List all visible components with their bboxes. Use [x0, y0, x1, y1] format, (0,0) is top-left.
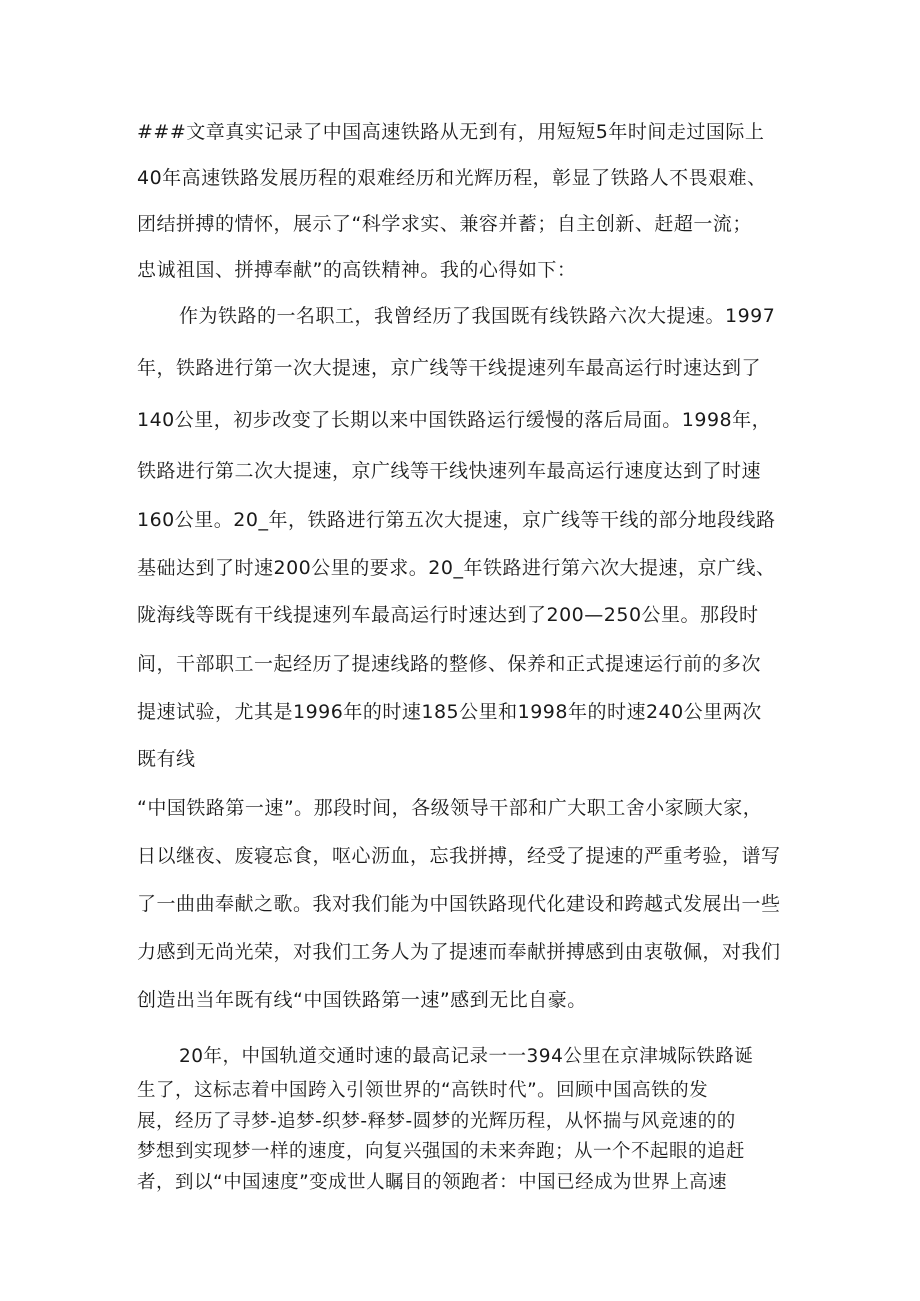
text-line: 陇海线等既有干线提速列车最高运行时速达到了200—250公里。那段时 [137, 604, 759, 626]
text-line: 40年高速铁路发展历程的艰难经历和光辉历程，彰显了铁路人不畏艰难、 [137, 167, 767, 189]
text-line: 基础达到了时速200公里的要求。20_年铁路进行第六次大提速，京广线、 [137, 557, 776, 579]
text-line: 者，到以“中国速度”变成世人瞩目的领跑者：中国已经成为世界上高速 [137, 1172, 728, 1193]
text-line: 忠诚祖国、拼搏奉献”的高铁精神。我的心得如下： [137, 259, 577, 281]
text-line: 提速试验，尤其是1996年的时速185公里和1998年的时速240公里两次 [137, 701, 762, 723]
text-line: 20年，中国轨道交通时速的最高记录一一394公里在京津城际铁路诞 [179, 1046, 754, 1067]
text-line: “中国铁路第一速”。那段时间，各级领导干部和广大职工舍小家顾大家， [137, 797, 763, 819]
text-line: 160公里。20_年，铁路进行第五次大提速，京广线等干线的部分地段线路 [137, 509, 776, 531]
text-line: 既有线 [137, 748, 196, 770]
text-line: 展，经历了寻梦-追梦-织梦-释梦-圆梦的光辉历程，从怀揣与风竞速的的 [137, 1111, 736, 1132]
text-line: 创造出当年既有线“中国铁路第一速”感到无比自豪。 [137, 989, 587, 1011]
text-line: 梦想到实现梦一样的速度，向复兴强国的未来奔跑；从一个不起眼的追赶 [137, 1141, 746, 1162]
text-line: 日以继夜、废寝忘食，呕心沥血，忘我拼搏，经受了提速的严重考验，谱写 [137, 845, 781, 867]
text-line: 生了，这标志着中国跨入引领世界的“高铁时代”。回顾中国高铁的发 [137, 1080, 709, 1101]
text-line: ###文章真实记录了中国高速铁路从无到有，用短短5年时间走过国际上 [137, 121, 765, 143]
text-line: 作为铁路的一名职工，我曾经历了我国既有线铁路六次大提速。1997 [179, 305, 776, 327]
text-line: 了一曲曲奉献之歌。我对我们能为中国铁路现代化建设和跨越式发展出一些 [137, 893, 781, 915]
text-line: 年，铁路进行第一次大提速，京广线等干线提速列车最高运行时速达到了 [137, 357, 762, 379]
text-line: 140公里，初步改变了长期以来中国铁路运行缓慢的落后局面。1998年， [137, 409, 772, 431]
text-line: 团结拼搏的情怀，展示了“科学求实、兼容并蓄；自主创新、赶超一流； [137, 213, 752, 235]
text-line: 铁路进行第二次大提速，京广线等干线快速列车最高运行速度达到了时速 [137, 460, 762, 482]
text-line: 间，干部职工一起经历了提速线路的整修、保养和正式提速运行前的多次 [137, 653, 762, 675]
text-line: 力感到无尚光荣，对我们工务人为了提速而奉献拼搏感到由衷敬佩，对我们 [137, 941, 781, 963]
